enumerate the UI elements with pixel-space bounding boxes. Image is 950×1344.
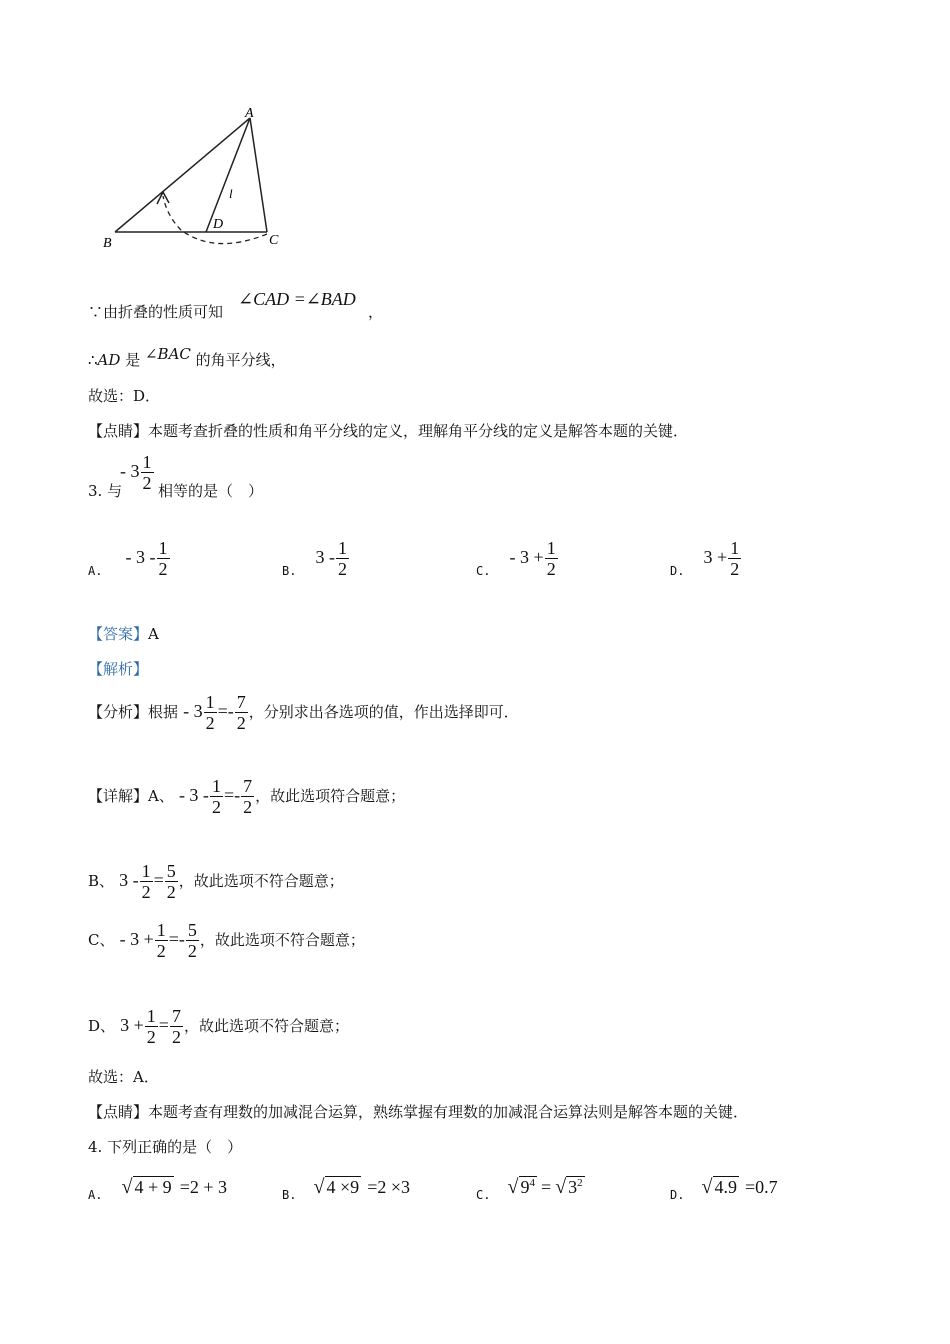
q3-option-c[interactable]: $_{C.}$ - 3 + $\frac{1}{2}$ — [476, 538, 556, 579]
q3-answer: 【答案】A — [88, 625, 159, 643]
q3-detail-d: D、 3 + $\frac{1}{2}$ = $\frac{7}{2}$ ，故此选项不符合题意； — [88, 1006, 349, 1047]
therefore-line: ∴AD 是 ∠BAC 的角平分线， — [88, 345, 286, 369]
because-line: ∵由折叠的性质可知 — [88, 303, 224, 321]
q4-option-d[interactable]: $_{D.}$ √ 4.9 =0.7 — [670, 1176, 778, 1202]
q3-analysis-line: 【分析】根据 - 3 $\frac{1}{2}$ =- $\frac{7}{2}$ ，分别求出各选项的值，作出选择即可． — [88, 692, 519, 733]
label-c: C — [269, 233, 279, 248]
q3-option-d[interactable]: $_{D.}$ 3 + $\frac{1}{2}$ — [670, 538, 740, 579]
because-tail: ， — [368, 303, 384, 321]
label-a: A — [245, 106, 254, 121]
triangle-figure — [95, 100, 295, 260]
q4-option-a[interactable]: $_{A.}$ √ 4 + 9 =2 + 3 — [88, 1176, 227, 1202]
label-d: D — [213, 217, 224, 232]
segment-ab — [115, 118, 250, 232]
q3-stem-prefix: 3. 与 — [88, 482, 123, 500]
comment-q2: 【点睛】本题考查折叠的性质和角平分线的定义，理解角平分线的定义是解答本题的关键． — [88, 422, 689, 440]
q3-option-b[interactable]: $_{B.}$ 3 - $\frac{1}{2}$ — [282, 538, 348, 579]
q3-detail-b: B、 3 - $\frac{1}{2}$ = $\frac{5}{2}$ ，故此选项不符合题意； — [88, 861, 344, 902]
because-math: ∠CAD =∠BAD — [238, 289, 356, 309]
choose-d: 故选：D． — [88, 387, 161, 405]
label-b: B — [103, 236, 112, 251]
q3-stem-suffix: 相等的是（ ） — [158, 482, 264, 500]
q4-option-c[interactable]: $_{C.}$ √ $9^4$ = √ $3^2$ — [476, 1176, 583, 1202]
q3-mixed-number: - 3 $\frac{1}{2}$ — [120, 452, 152, 493]
label-l: l — [229, 186, 233, 201]
q3-detail-a: 【详解】A、 - 3 - $\frac{1}{2}$ =- $\frac{7}{2}$ ，故此选项符合题意； — [88, 776, 406, 817]
segment-ac — [250, 118, 267, 232]
q3-option-a[interactable]: $_{A.}$ - 3 - $\frac{1}{2}$ — [88, 538, 168, 579]
q3-choose: 故选：A． — [88, 1068, 159, 1086]
q4-stem: 4. 下列正确的是（ ） — [88, 1138, 243, 1156]
q4-option-b[interactable]: $_{B.}$ √ 4 ×9 =2 ×3 — [282, 1176, 410, 1202]
segment-ad — [206, 118, 250, 232]
q3-analysis-label: 【解析】 — [88, 660, 149, 678]
q3-comment: 【点睛】本题考查有理数的加减混合运算，熟练掌握有理数的加减混合运算法则是解答本题的关键． — [88, 1103, 749, 1121]
q3-detail-c: C、 - 3 + $\frac{1}{2}$ =- $\frac{5}{2}$ ，故此选项不符合题意； — [88, 920, 365, 961]
